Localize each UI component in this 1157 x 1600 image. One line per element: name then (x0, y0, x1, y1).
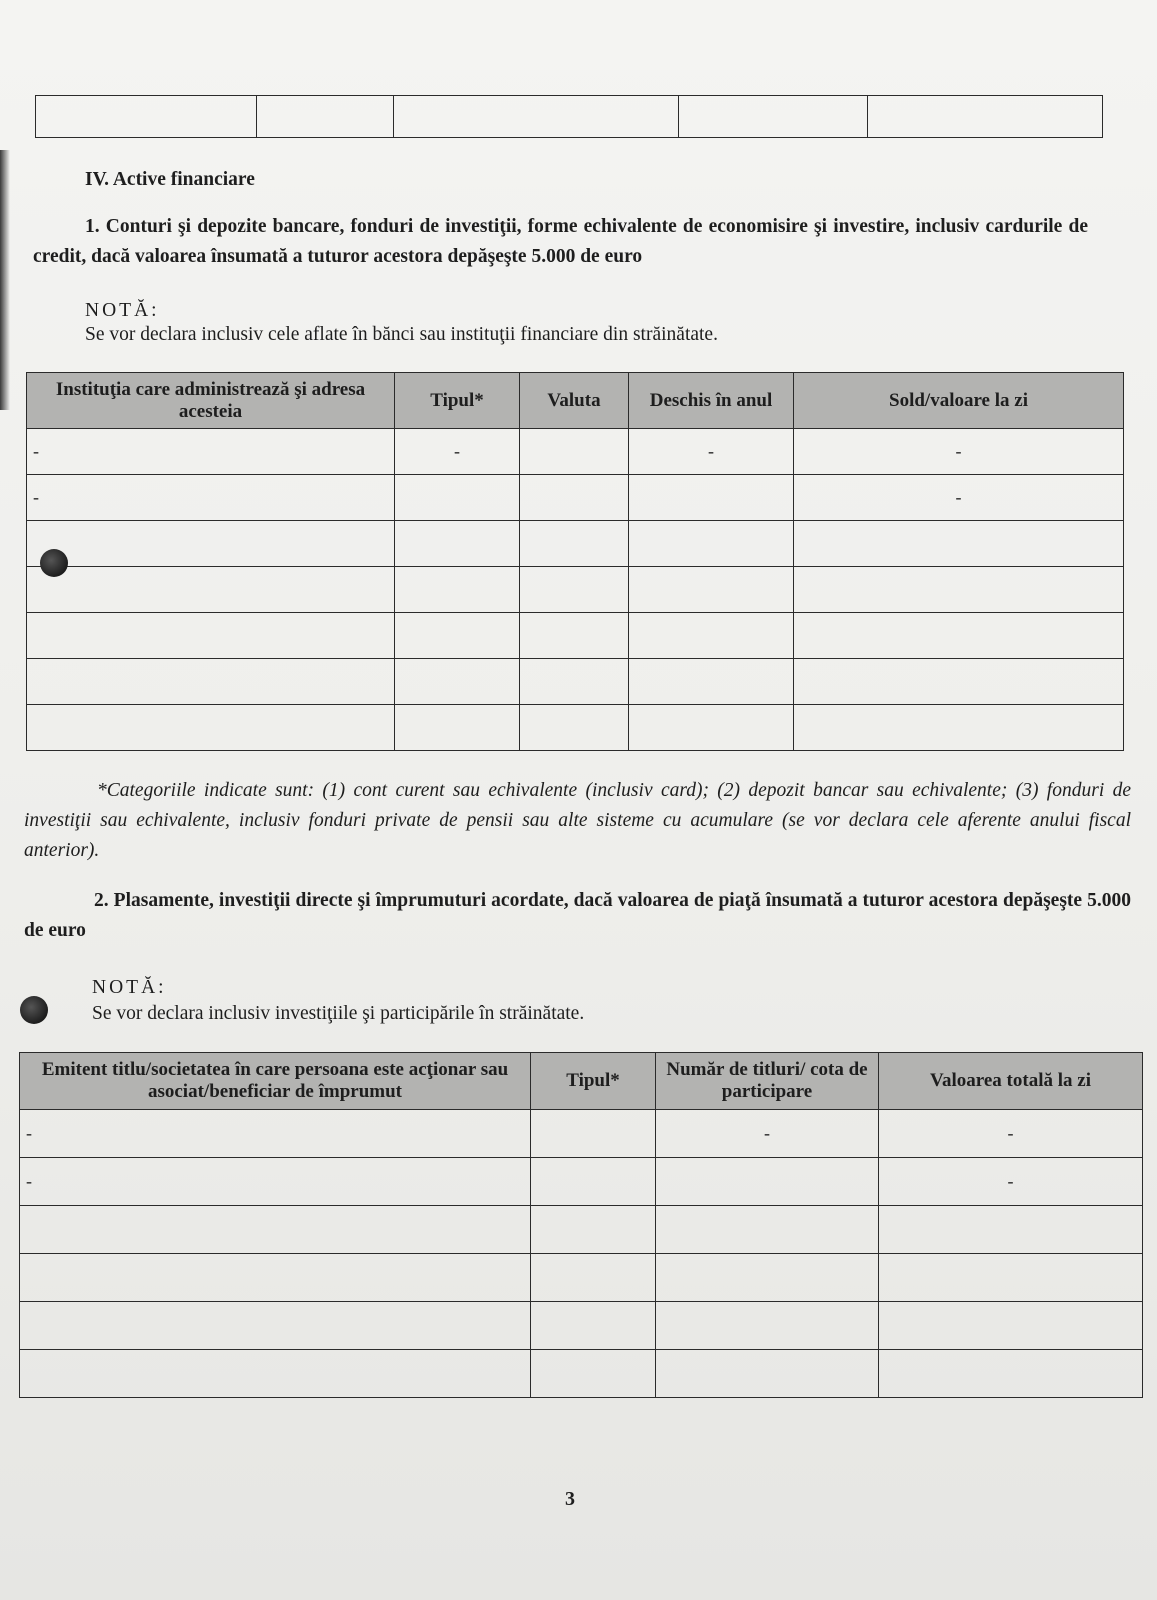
table-cell (20, 1350, 531, 1398)
table-cell (27, 521, 395, 567)
table-cell (629, 521, 794, 567)
punch-hole (40, 549, 68, 577)
table-cell (794, 705, 1124, 751)
table-row (27, 429, 1124, 475)
table-cell (794, 567, 1124, 613)
table-cell (520, 429, 629, 475)
column-header: Valoarea totală la zi (879, 1053, 1143, 1110)
table-cell: - (27, 429, 395, 475)
column-header: Valuta (520, 373, 629, 429)
column-header: Tipul* (531, 1053, 656, 1110)
section2-heading: 2. Plasamente, investiţii directe şi împrumuturi acordate, dacă valoarea de piaţă însumată a tuturor acestora depăşeşte 5.000 de euro (24, 890, 1131, 941)
table-cell (879, 1254, 1143, 1302)
section2-nota-label: NOTĂ: (92, 977, 167, 998)
table-row (20, 1110, 1143, 1158)
table-row (20, 1206, 1143, 1254)
table-cell (879, 1206, 1143, 1254)
punch-hole (20, 996, 48, 1024)
table-row (27, 659, 1124, 705)
table-cell (395, 659, 520, 705)
table-cell (27, 567, 395, 613)
table-row (27, 521, 1124, 567)
table-row (20, 1350, 1143, 1398)
table-header-row (20, 1053, 1143, 1110)
table-row (27, 613, 1124, 659)
table-cell (656, 1302, 879, 1350)
table-cell (520, 705, 629, 751)
table-cell: - (794, 475, 1124, 521)
table-cell (794, 521, 1124, 567)
table-cell (656, 1254, 879, 1302)
table-cell (520, 521, 629, 567)
table-cell (531, 1302, 656, 1350)
column-header: Tipul* (395, 373, 520, 429)
table-cell: - (656, 1110, 879, 1158)
bank-accounts-table (26, 372, 1124, 751)
table-header-row (27, 373, 1124, 429)
table-cell (520, 567, 629, 613)
table-row (20, 1254, 1143, 1302)
table-cell (395, 613, 520, 659)
table-cell (395, 705, 520, 751)
table-cell (20, 1206, 531, 1254)
table-cell (520, 475, 629, 521)
table-cell (27, 705, 395, 751)
table-row (27, 475, 1124, 521)
section1-nota-text: Se vor declara inclusiv cele aflate în bănci sau instituţii financiare din străinătate. (85, 324, 718, 345)
table-cell (520, 613, 629, 659)
section1-heading: 1. Conturi şi depozite bancare, fonduri de investiţii, forme echivalente de economisire şi investire, inclusiv cardurile de credit, dacă valoarea însumată a tuturor acestora depăşeşte 5.000 de euro (33, 216, 1088, 267)
table-cell (520, 659, 629, 705)
investments-table (19, 1052, 1143, 1398)
table-cell (629, 613, 794, 659)
table-cell (395, 567, 520, 613)
table-cell: - (395, 429, 520, 475)
table-cell: - (794, 429, 1124, 475)
table-cell (531, 1158, 656, 1206)
table-cell (656, 1350, 879, 1398)
table-cell: - (27, 475, 395, 521)
column-header: Sold/valoare la zi (794, 373, 1124, 429)
table-cell (20, 1302, 531, 1350)
table-cell (629, 475, 794, 521)
table-cell (531, 1206, 656, 1254)
table-cell (27, 659, 395, 705)
table-row (27, 705, 1124, 751)
table-cell (531, 1110, 656, 1158)
section1-footnote: *Categoriile indicate sunt: (1) cont curent sau echivalente (inclusiv card); (2) depozit bancar sau echivalente; (3) fonduri de investiţii sau echivalente, inclusiv fonduri private de pensii sau alte sisteme cu acumulare (se vor declara cele aferente anului fiscal anterior). (24, 780, 1131, 861)
table-cell: - (629, 429, 794, 475)
table-cell (879, 1350, 1143, 1398)
table-cell: - (20, 1110, 531, 1158)
table-cell (629, 705, 794, 751)
page-number: 3 (565, 1488, 575, 1510)
table-row (20, 1158, 1143, 1206)
table-cell (656, 1206, 879, 1254)
table-cell (20, 1254, 531, 1302)
table-cell: - (879, 1110, 1143, 1158)
table-cell (395, 521, 520, 567)
table-cell (656, 1158, 879, 1206)
table-cell (794, 659, 1124, 705)
column-header: Număr de titluri/ cota de participare (656, 1053, 879, 1110)
table-cell: - (879, 1158, 1143, 1206)
page-edge-shadow (0, 150, 10, 410)
table-cell (395, 475, 520, 521)
table-cell (629, 567, 794, 613)
table-cell (879, 1302, 1143, 1350)
section2-nota-text: Se vor declara inclusiv investiţiile şi participările în străinătate. (92, 1003, 585, 1024)
table-cell: - (20, 1158, 531, 1206)
section1-nota-label: NOTĂ: (85, 300, 160, 321)
column-header: Emitent titlu/societatea în care persoana este acţionar sau asociat/beneficiar de împrumut (20, 1053, 531, 1110)
table-cell (794, 613, 1124, 659)
table-cell (629, 659, 794, 705)
section-title: IV. Active financiare (85, 169, 255, 190)
table-cell (27, 613, 395, 659)
column-header: Instituţia care administrează şi adresa acesteia (27, 373, 395, 429)
column-header: Deschis în anul (629, 373, 794, 429)
previous-section-table-bottom (35, 95, 1103, 138)
table-cell (531, 1350, 656, 1398)
table-row (20, 1302, 1143, 1350)
table-cell (531, 1254, 656, 1302)
table-row (27, 567, 1124, 613)
